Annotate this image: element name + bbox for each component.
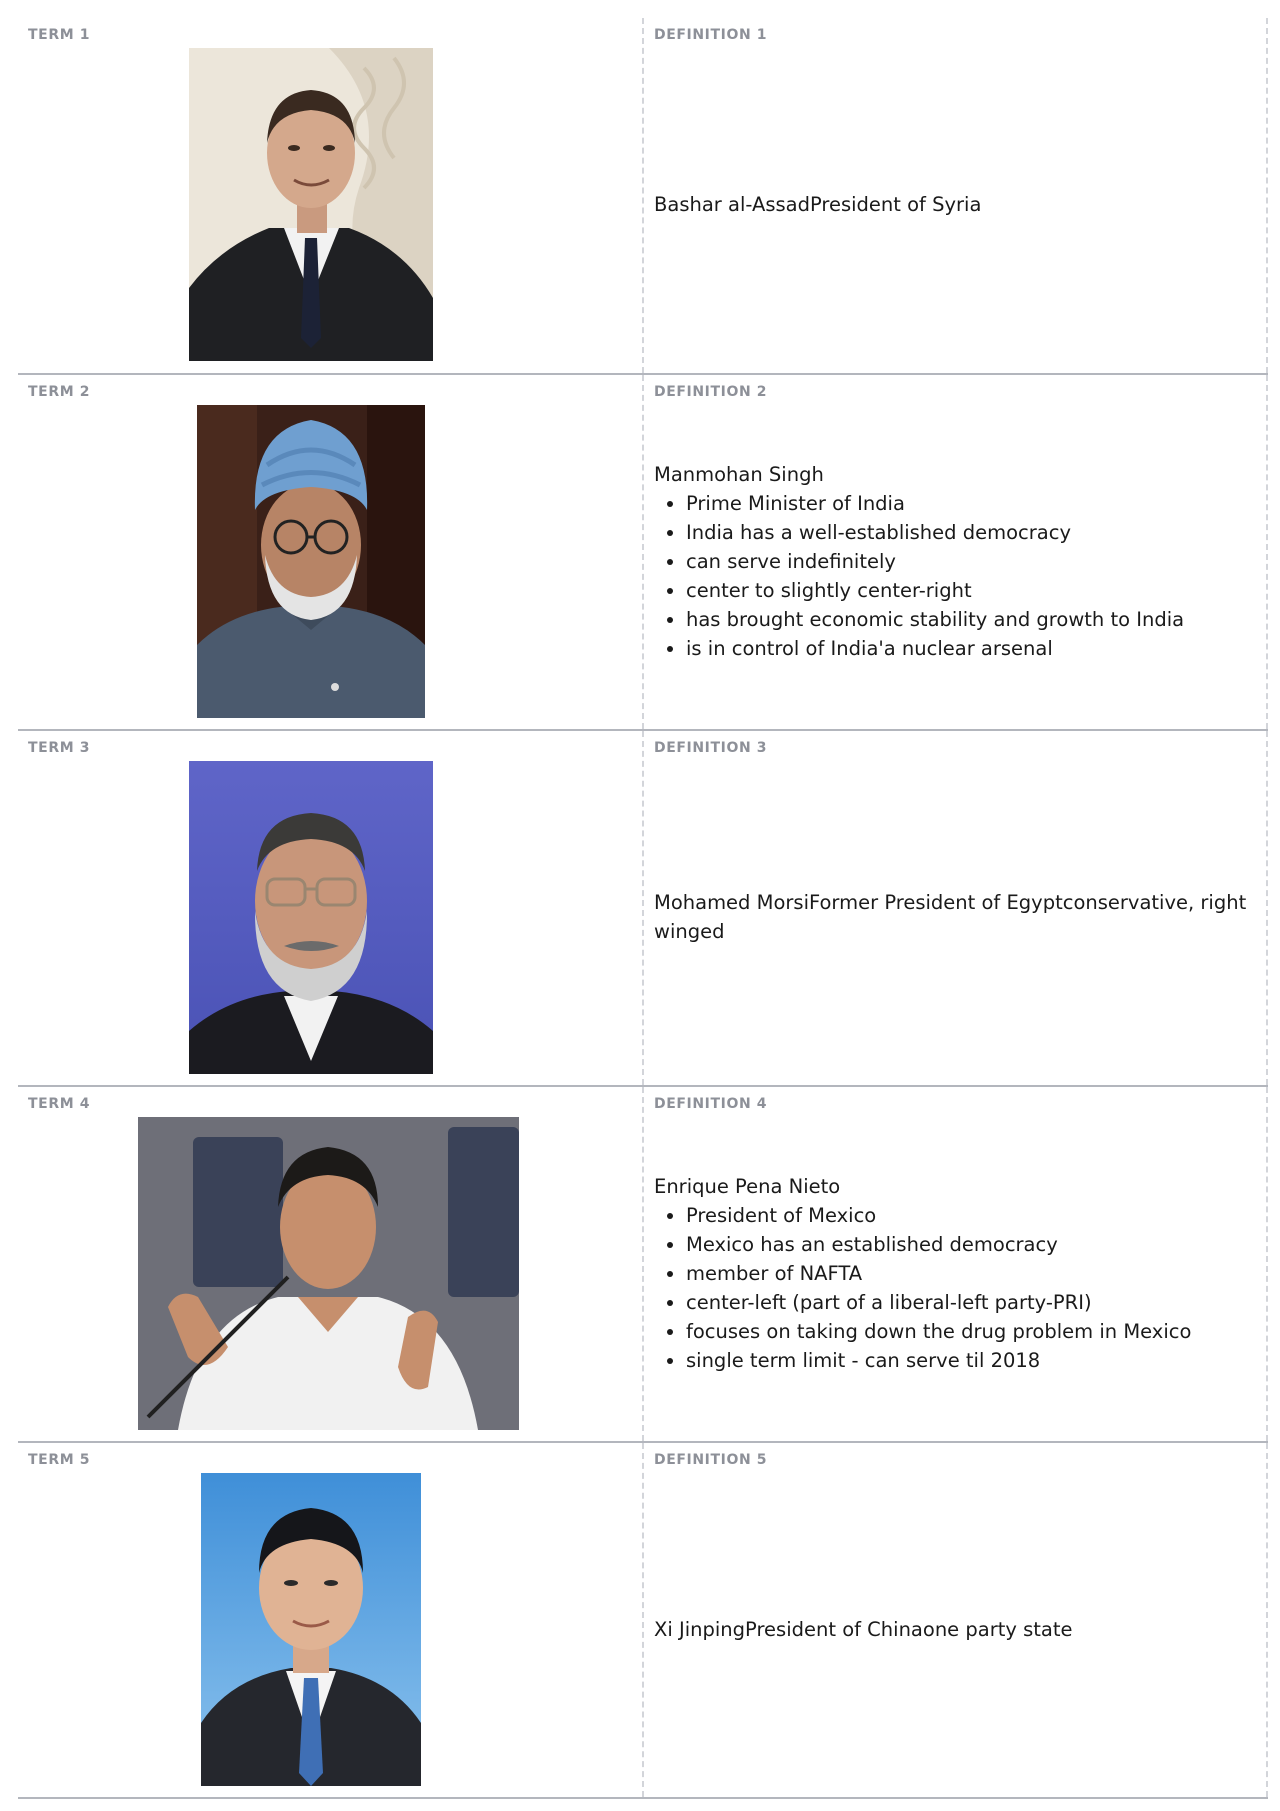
term-cell-3 (18, 731, 644, 1085)
term-image-2 (197, 405, 425, 718)
definition-body-5 (654, 1473, 1254, 1785)
list-item: • has brought economic stability and growth to India (686, 605, 1254, 634)
portrait-man-glasses-beard-icon (189, 761, 433, 1074)
list-item: • is in control of India'a nuclear arsenal (686, 634, 1254, 663)
definition-cell-5 (644, 1443, 1268, 1797)
definition-label: DEFINITION 2 (654, 384, 768, 400)
definition-body-4 (654, 1117, 1254, 1429)
card-row-4 (18, 1087, 1268, 1443)
card-row-5 (18, 1443, 1268, 1799)
term-image-1 (189, 48, 433, 361)
definition-text: Bashar al-AssadPresident of Syria (654, 193, 982, 216)
term-label: TERM 2 (28, 384, 91, 400)
definition-cell-4 (644, 1087, 1268, 1441)
term-label: TERM 1 (28, 27, 91, 43)
term-cell-2 (18, 375, 644, 729)
definition-cell-3 (644, 731, 1268, 1085)
definition-cell-1 (644, 18, 1268, 373)
list-item: • member of NAFTA (686, 1259, 1254, 1288)
definition-body-1 (654, 48, 1254, 361)
definition-text: Xi JinpingPresident of Chinaone party state (654, 1617, 1073, 1641)
definition-label: DEFINITION 5 (654, 1452, 768, 1468)
definition-bullets (654, 1201, 1254, 1375)
portrait-man-blue-bg-icon (201, 1473, 421, 1786)
definition-bullets (654, 489, 1254, 663)
term-image-3 (189, 761, 433, 1074)
term-label: TERM 4 (28, 1096, 91, 1112)
list-item: • Prime Minister of India (686, 489, 1254, 518)
term-label: TERM 3 (28, 740, 91, 756)
portrait-man-blue-turban-icon (197, 405, 425, 718)
card-row-1 (18, 18, 1268, 375)
portrait-man-dark-suit-icon (189, 48, 433, 361)
term-image-5 (201, 1473, 421, 1786)
list-item: • President of Mexico (686, 1201, 1254, 1230)
definition-text: Mohamed MorsiFormer President of Egyptconservative, right winged (654, 891, 1247, 943)
definition-text: Manmohan Singh (654, 462, 824, 486)
term-cell-4 (18, 1087, 644, 1441)
list-item: • Mexico has an established democracy (686, 1230, 1254, 1259)
term-cell-1 (18, 18, 644, 373)
definition-body-3 (654, 761, 1254, 1073)
list-item: • can serve indefinitely (686, 547, 1254, 576)
definition-text: Enrique Pena Nieto (654, 1174, 841, 1198)
list-item: • center-left (part of a liberal-left party-PRI) (686, 1288, 1254, 1317)
term-label: TERM 5 (28, 1452, 91, 1468)
list-item: • India has a well-established democracy (686, 518, 1254, 547)
portrait-man-gesturing-icon (138, 1117, 519, 1430)
definition-cell-2 (644, 375, 1268, 729)
list-item: • single term limit - can serve til 2018 (686, 1346, 1254, 1375)
list-item: • center to slightly center-right (686, 576, 1254, 605)
card-row-2 (18, 375, 1268, 731)
flashcard-sheet (18, 18, 1268, 1799)
term-cell-5 (18, 1443, 644, 1797)
list-item: • focuses on taking down the drug problem in Mexico (686, 1317, 1254, 1346)
definition-body-2 (654, 405, 1254, 717)
definition-label: DEFINITION 4 (654, 1096, 768, 1112)
definition-label: DEFINITION 3 (654, 740, 768, 756)
term-image-4 (138, 1117, 519, 1430)
card-row-3 (18, 731, 1268, 1087)
definition-label: DEFINITION 1 (654, 27, 768, 43)
